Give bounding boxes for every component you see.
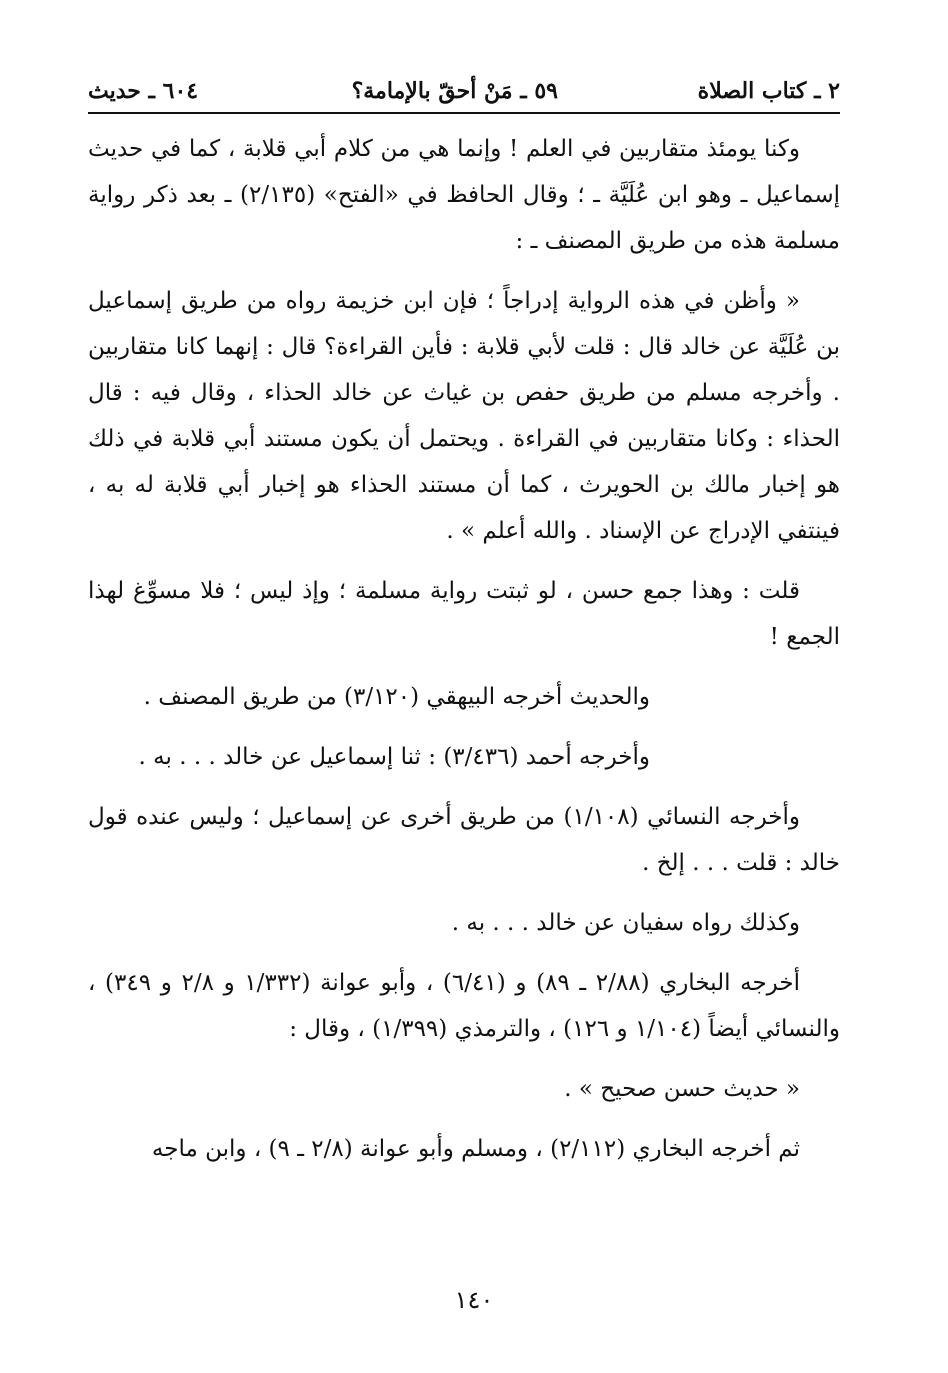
paragraph-bukhari: أخرجه البخاري (٢/٨٨ ـ ٨٩) و (٦/٤١) ، وأبو عوانة (١/٣٣٢ و ٢/٨ و ٣٤٩) ، والنسائي أيضاً (١/١٠٤ و ١٢٦) ، والترمذي (١/٣٩٩) ، وقال :	[88, 970, 840, 1042]
paragraph-ahmad: وأخرجه أحمد (٣/٤٣٦) : ثنا إسماعيل عن خالد . . . به .	[138, 744, 650, 770]
paragraph-nasai: وأخرجه النسائي (١/١٠٨) من طريق أخرى عن إسماعيل ؛ وليس عنده قول خالد : قلت . . . إلخ .	[88, 804, 840, 876]
running-header	[88, 70, 840, 110]
header-chapter-title: ٥٩ ـ مَنْ أحقّ بالإمامة؟	[351, 78, 558, 104]
header-rule	[88, 112, 840, 114]
page-body	[88, 126, 840, 1186]
page-number: ١٤٠	[454, 1286, 494, 1314]
header-book-title: ٢ ـ كتاب الصلاة	[697, 78, 840, 104]
paragraph-bayhaqi: والحديث أخرجه البيهقي (٣/١٢٠) من طريق المصنف .	[143, 684, 650, 710]
paragraph-continuation: وكنا يومئذ متقاربين في العلم ! وإنما هي من كلام أبي قلابة ، كما في حديث إسماعيل ـ وهو ابن عُلَيَّة ـ ؛ وقال الحافظ في «الفتح» (٢/١٣٥) ـ بعد ذكر رواية مسلمة هذه من طريق المصنف ـ :	[88, 136, 840, 254]
header-hadith-number: ٦٠٤ ـ حديث	[88, 78, 199, 104]
paragraph-fath-quote: « وأظن في هذه الرواية إدراجاً ؛ فإن ابن خزيمة رواه من طريق إسماعيل بن عُلَيَّة عن خالد قال : قلت لأبي قلابة : فأين القراءة؟ قال : إنهما كانا متقاربين . وأخرجه مسلم من طريق حفص بن غياث عن خالد الحذاء ، وقال فيه : قال الحذاء : وكانا متقاربين في القراءة . ويحتمل أن يكون مستند أبي قلابة في ذلك هو إخبار مالك بن الحويرث ، كما أن مستند الحذاء هو إخبار أبي قلابة له به ، فينتفي الإدراج عن الإسناد . والله أعلم » .	[88, 288, 840, 544]
paragraph-author-comment: قلت : وهذا جمع حسن ، لو ثبتت رواية مسلمة ؛ وإذ ليس ؛ فلا مسوِّغ لهذا الجمع !	[88, 578, 840, 650]
paragraph-sufyan: وكذلك رواه سفيان عن خالد . . . به .	[451, 910, 800, 936]
paragraph-bukhari-2: ثم أخرجه البخاري (٢/١١٢) ، ومسلم وأبو عوانة (٢/٨ ـ ٩) ، وابن ماجه	[151, 1136, 800, 1162]
paragraph-tirmidhi-quote: « حديث حسن صحيح » .	[564, 1076, 800, 1102]
